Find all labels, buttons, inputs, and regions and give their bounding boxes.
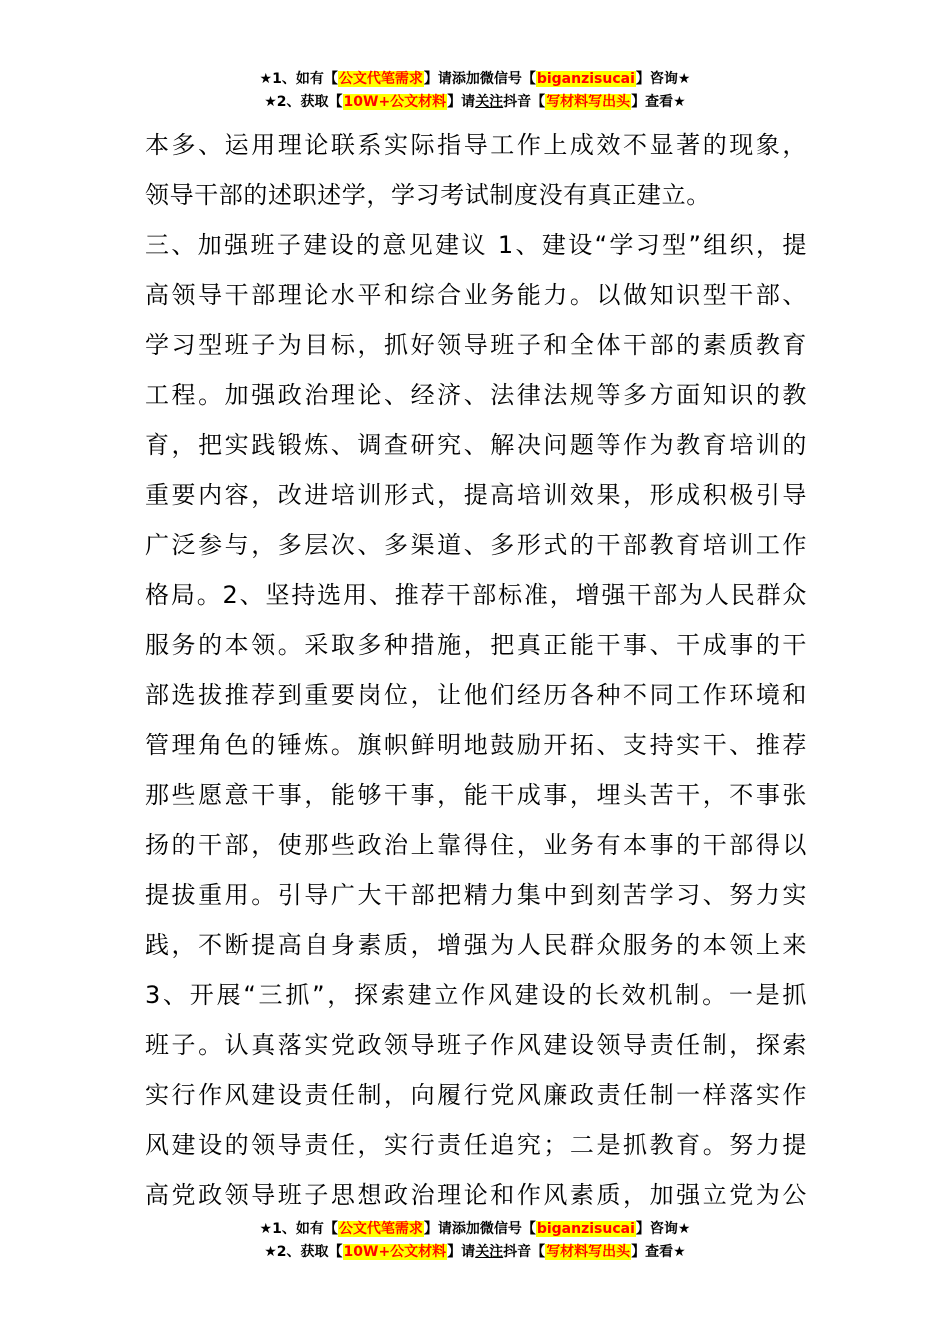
header-banner-line-1 [0, 68, 950, 91]
body-line: 高领导干部理论水平和综合业务能力。以做知识型干部、 [145, 281, 807, 309]
body-line: 部选拔推荐到重要岗位，让他们经历各种不同工作环境和 [145, 681, 807, 709]
footer-l1-mid: 】请添 [423, 1221, 466, 1237]
footer-l2-emph: 关注 [475, 1244, 504, 1260]
footer-l1-emph: 加 [465, 1221, 480, 1237]
header-l2-highlight-materials: 10W+公文材料 [343, 94, 447, 110]
body-line: 三、加强班子建设的意见建议 1、建设“学习型”组织，提 [145, 231, 807, 259]
footer-l1-highlight-wechat: biganzisucai [536, 1221, 635, 1237]
header-l1-prefix: ★1、如有【 [259, 71, 338, 87]
header-l1-highlight-service: 公文代笔需求 [338, 71, 423, 87]
body-line: 领导干部的述职述学，学习考试制度没有真正建立。 [145, 181, 711, 209]
body-line: 那些愿意干事，能够干事，能干成事，埋头苦干，不事张 [145, 781, 807, 809]
footer-l1-prefix: ★1、如有【 [259, 1221, 338, 1237]
body-line: 风建设的领导责任，实行责任追究；二是抓教育。努力提 [145, 1131, 807, 1159]
body-line: 3、开展“三抓”，探索建立作风建设的长效机制。一是抓 [145, 981, 807, 1009]
body-line: 学习型班子为目标，抓好领导班子和全体干部的素质教育 [145, 331, 807, 359]
footer-banner [0, 1218, 950, 1264]
body-line: 践，不断提高自身素质，增强为人民群众服务的本领上来 [145, 931, 807, 959]
body-line: 广泛参与，多层次、多渠道、多形式的干部教育培训工作 [145, 531, 807, 559]
header-l2-suffix: 】查看★ [631, 94, 686, 110]
body-line: 扬的干部，使那些政治上靠得住，业务有本事的干部得以 [145, 831, 807, 859]
footer-l2-mid: 】请 [447, 1244, 476, 1260]
footer-l2-mid2: 抖音【 [503, 1244, 546, 1260]
header-l2-highlight-douyin: 写材料写出头 [546, 94, 631, 110]
body-line: 重要内容，改进培训形式，提高培训效果，形成积极引导 [145, 481, 807, 509]
header-l1-emph: 加 [465, 71, 480, 87]
footer-l2-prefix: ★2、获取【 [264, 1244, 343, 1260]
body-line: 格局。2、坚持选用、推荐干部标准，增强干部为人民群众 [145, 581, 807, 609]
header-l2-mid: 】请 [447, 94, 476, 110]
footer-l1-mid2: 微信号【 [479, 1221, 536, 1237]
body-line: 管理角色的锤炼。旗帜鲜明地鼓励开拓、支持实干、推荐 [145, 731, 807, 759]
footer-banner-line-2 [0, 1241, 950, 1264]
body-line: 本多、运用理论联系实际指导工作上成效不显著的现象， [145, 131, 807, 159]
header-l1-highlight-wechat: biganzisucai [536, 71, 635, 87]
header-l1-mid2: 微信号【 [479, 71, 536, 87]
footer-l2-highlight-materials: 10W+公文材料 [343, 1244, 447, 1260]
header-l2-prefix: ★2、获取【 [264, 94, 343, 110]
header-banner-line-2 [0, 91, 950, 114]
body-line: 高党政领导班子思想政治理论和作风素质，加强立党为公 [145, 1181, 807, 1209]
header-l1-mid: 】请添 [423, 71, 466, 87]
header-l2-mid2: 抖音【 [503, 94, 546, 110]
footer-l1-suffix: 】咨询★ [635, 1221, 691, 1237]
body-line: 实行作风建设责任制，向履行党风廉政责任制一样落实作 [145, 1081, 807, 1109]
footer-l2-suffix: 】查看★ [631, 1244, 686, 1260]
body-line: 工程。加强政治理论、经济、法律法规等多方面知识的教 [145, 381, 807, 409]
header-banner [0, 68, 950, 114]
footer-banner-line-1 [0, 1218, 950, 1241]
footer-l2-highlight-douyin: 写材料写出头 [546, 1244, 631, 1260]
body-line: 提拔重用。引导广大干部把精力集中到刻苦学习、努力实 [145, 881, 807, 909]
body-line: 育，把实践锻炼、调查研究、解决问题等作为教育培训的 [145, 431, 807, 459]
footer-l1-highlight-service: 公文代笔需求 [338, 1221, 423, 1237]
body-line: 服务的本领。采取多种措施，把真正能干事、干成事的干 [145, 631, 807, 659]
header-l2-emph: 关注 [475, 94, 504, 110]
header-l1-suffix: 】咨询★ [635, 71, 691, 87]
body-line: 班子。认真落实党政领导班子作风建设领导责任制，探索 [145, 1031, 807, 1059]
document-body [145, 120, 807, 1220]
